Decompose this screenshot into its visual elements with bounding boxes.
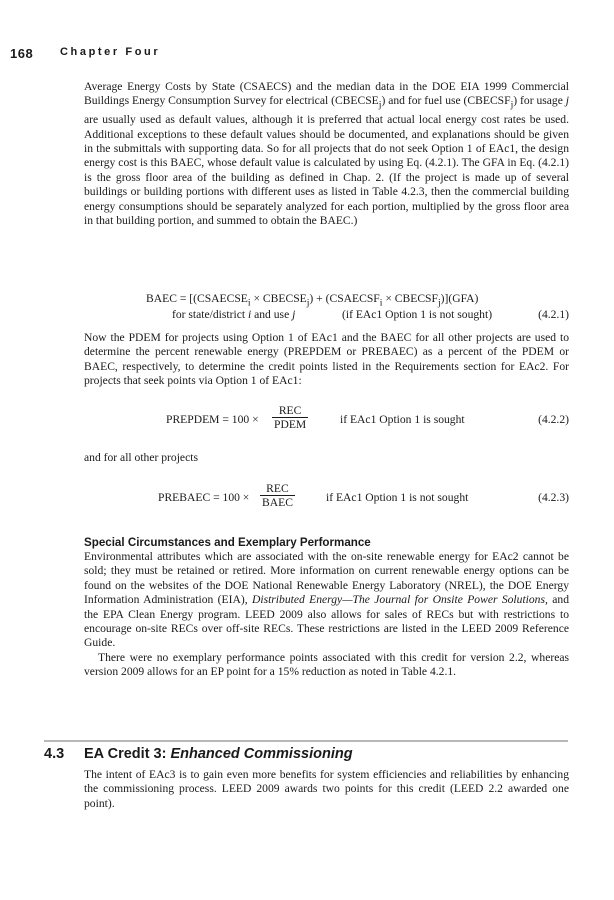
section-4-3-block [84, 768, 569, 811]
special-circumstances-heading: Special Circumstances and Exemplary Performance [84, 536, 371, 549]
equation-4-2-1-note: (if EAc1 Option 1 is not sought) [342, 308, 493, 321]
section-number: 4.3 [44, 746, 65, 762]
environmental-attributes-paragraph: Environmental attributes which are associated with the on-site renewable energy for EAc2 cannot be sold; they must be retained or retired. More information on current renewable energy options can be found on the websites of the DOE National Renewable Energy Laboratory (NREL), the DOE Energy Information Administration (EIA), Distributed Energy—The Journal for Onsite Power Solutions, and the EPA Clean Energy program. LEED 2009 also allows for sales of RECs but with restrictions to encourage on-site RECs over off-site RECs. These restrictions are listed in the LEED 2009 Reference Guide. [84, 550, 570, 650]
page-number: 168 [10, 46, 34, 61]
fraction-denominator: PDEM [274, 418, 307, 431]
equation-4-2-1 [84, 292, 569, 324]
equation-4-2-3 [84, 482, 569, 516]
intro-paragraph: Average Energy Costs by State (CSAECS) and the median data in the DOE EIA 1999 Commercial Buildings Energy Consumption Survey for electrical $(CBECSE_j)$ and for fuel use $(CBECSF_j)$ for usage j are usually used as default values, although it is preferred that actual local energy cost rates be used. Additional exceptions to these default values should be documented, and explanations should be given in the submittals with supporting data. So for all projects that do not seek Option 1 of EAc1, the design energy cost is this BAEC, whose default value is calculated by using Eq. (4.2.1). The GFA in Eq. (4.2.1) is the gross floor area of the building as defined in Chap. 2. (If the project is made up of several buildings or building portions with different uses as listed in Table 4.2.3, then the commercial building energy consumptions should be separately analyzed for each portion, multiplied by the gross floor area in that building portion, and summed to obtain the BAEC.) [84, 80, 569, 227]
fraction-numerator: REC [266, 482, 289, 495]
other-projects-line: and for all other projects [84, 451, 198, 464]
equation-4-2-2-lhs: PREPDEM = 100 × [166, 413, 259, 426]
section-divider [44, 740, 568, 742]
equation-number-4-2-2: (4.2.2) [538, 413, 569, 426]
enhanced-commissioning-paragraph: The intent of EAc3 is to gain even more benefits for system efficiencies and reliabilities by enhancing the commissioning process. LEED 2009 awards two points for this credit (LEED 2.2 awarded one point). [84, 768, 569, 810]
equation-4-2-3-lhs: PREBAEC = 100 × [158, 491, 250, 504]
fraction-denominator: BAEC [262, 496, 293, 509]
special-circumstances-block [84, 550, 569, 680]
middle-paragraph-block [84, 331, 569, 389]
equation-number-4-2-1: (4.2.1) [538, 308, 569, 321]
equation-4-2-1-body: BAEC = [($CSAECSE_i$ × $CBECSE_j$) + ($CSAECSF_i$ × $CBECSF_j)](GFA)$ [146, 292, 479, 309]
fraction-numerator: REC [278, 404, 302, 417]
equation-4-2-2-condition: if EAc1 Option 1 is sought [340, 413, 465, 426]
equation-4-2-3-condition: if EAc1 Option 1 is not sought [326, 491, 469, 504]
equation-4-2-2 [84, 404, 569, 438]
pdem-paragraph: Now the PDEM for projects using Option 1 of EAc1 and the BAEC for all other projects are used to determine the percent renewable energy (PREPDEM or PREBAEC) as a percent of the PDEM or BAEC, respectively, to determine the credit points listed in the Requirements section for EAc2. For projects that seek points via Option 1 of EAc1: [84, 331, 569, 388]
equation-4-2-2-fraction [272, 404, 308, 431]
equation-number-4-2-3: (4.2.3) [538, 491, 569, 504]
section-title: EA Credit 3: Enhanced Commissioning [84, 746, 353, 762]
exemplary-performance-paragraph: There were no exemplary performance points associated with this credit for version 2.2, whereas version 2009 allows for an EP point for a 15% reduction as noted in Table 4.2.1. [84, 650, 569, 679]
equation-4-2-3-fraction [260, 482, 295, 509]
equation-4-2-1-condition: for state/district i and use j [172, 308, 296, 321]
intro-paragraph-block [84, 80, 569, 228]
other-projects-block [84, 451, 569, 465]
chapter-label: Chapter Four [60, 46, 161, 58]
